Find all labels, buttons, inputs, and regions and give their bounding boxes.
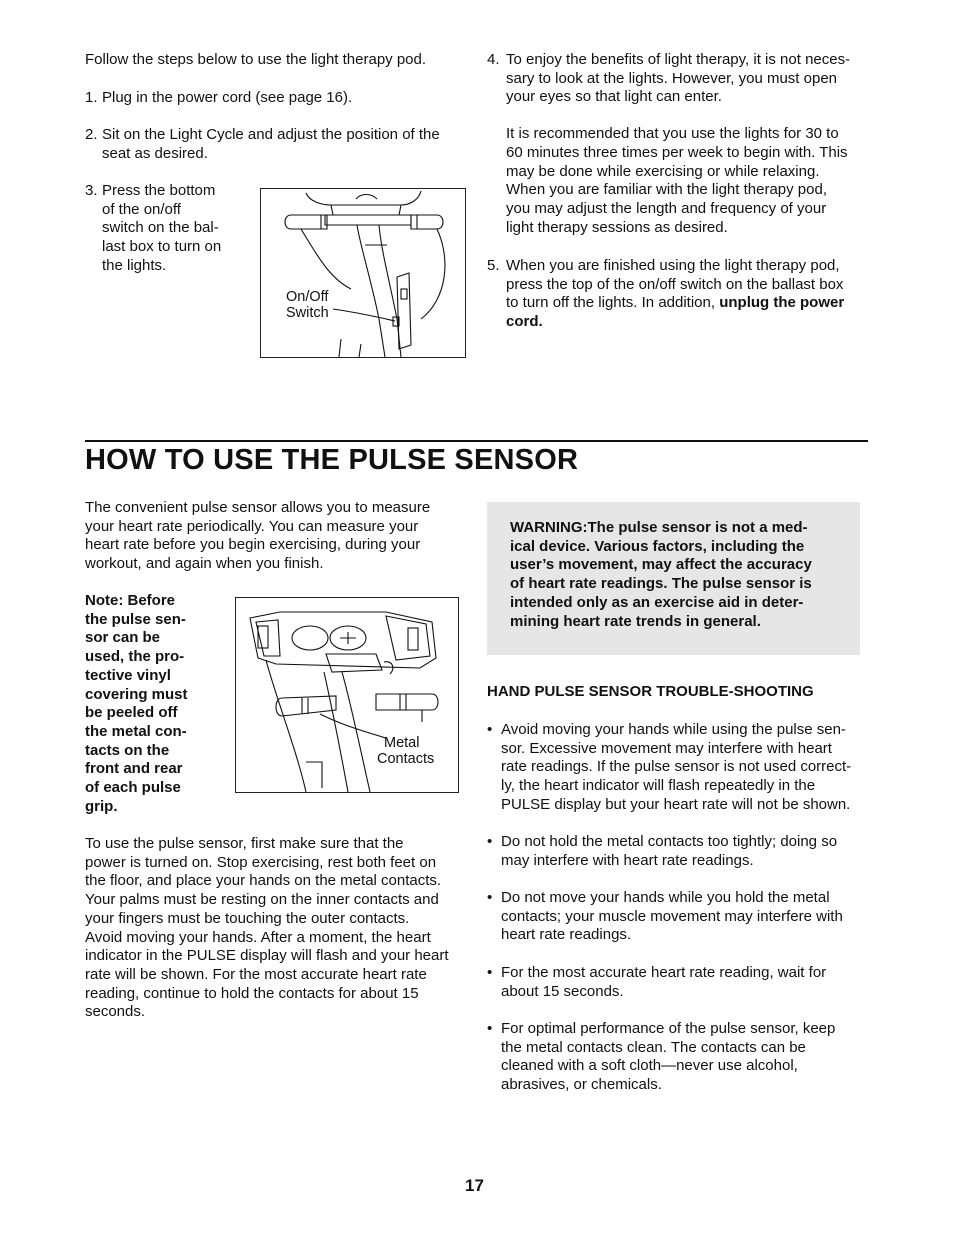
text-line: power is turned on. Stop exercising, rest both feet on <box>85 853 437 871</box>
text-line: ly, the heart indicator will flash repeatedly in the <box>501 777 816 795</box>
text-line: may be done while exercising or while relaxing. <box>506 162 820 180</box>
label-line: Metal <box>384 735 420 751</box>
bullet-dot: • <box>487 833 493 850</box>
text-line: mining heart rate trends in general. <box>510 612 761 630</box>
label-line: On/Off <box>286 289 329 305</box>
text-line: switch on the bal- <box>102 219 219 237</box>
text-line: the floor, and place your hands on the metal contacts. <box>85 872 442 890</box>
label-line: Switch <box>286 305 329 321</box>
text-line: Press the bottom <box>102 182 216 199</box>
text-line: your eyes so that light can enter. <box>506 88 722 106</box>
warning-box <box>487 502 860 655</box>
text-line: To use the pulse sensor, first make sure that the <box>85 835 404 852</box>
text-line: For the most accurate heart rate reading, wait for <box>501 964 827 981</box>
text-line: press the top of the on/off switch on the ballast box <box>506 275 844 293</box>
text-line: Avoid moving your hands while using the pulse sen- <box>501 721 846 738</box>
step-3 <box>85 182 245 276</box>
text-line: of the on/off <box>102 200 181 218</box>
pulse-usage <box>85 835 480 1022</box>
text-line: Do not hold the metal contacts too tightly; doing so <box>501 833 838 850</box>
text-line: your fingers must be touching the outer contacts. <box>85 909 410 927</box>
unplug-emphasis-end: cord. <box>506 313 543 331</box>
text-line: covering must <box>85 685 188 703</box>
step-2 <box>85 126 465 163</box>
text-line: light therapy sessions as desired. <box>506 218 728 236</box>
text-line: Sit on the Light Cycle and adjust the position of the <box>102 126 440 143</box>
text-line: of heart rate readings. The pulse sensor is <box>510 575 812 593</box>
text-line: rate readings. If the pulse sensor is not used correct- <box>501 758 852 776</box>
troubleshooting-heading: HAND PULSE SENSOR TROUBLE-SHOOTING <box>487 683 814 700</box>
step-number: 1. <box>85 89 98 106</box>
text-line: the pulse sen- <box>85 610 186 628</box>
text-line: front and rear <box>85 760 183 778</box>
text-line: sary to look at the lights. However, you must open <box>506 69 838 87</box>
bullet-dot: • <box>487 964 493 981</box>
bullet-dot: • <box>487 721 493 738</box>
text-line: tacts on the <box>85 741 170 759</box>
text-line: The convenient pulse sensor allows you to measure <box>85 499 431 516</box>
vinyl-note <box>85 592 225 816</box>
text-line: used, the pro- <box>85 648 185 666</box>
text-line: When you are familiar with the light therapy pod, <box>506 181 827 199</box>
text-line: sor. Excessive movement may interfere with heart <box>501 739 832 757</box>
troubleshooting-bullet <box>487 721 872 815</box>
on-off-switch-label <box>286 289 329 321</box>
text-line: cleaned with a soft cloth—never use alcohol, <box>501 1057 798 1075</box>
warning-text <box>510 519 840 631</box>
step-1 <box>85 89 465 108</box>
text-line: When you are finished using the light therapy pod, <box>506 257 840 274</box>
text-line: PULSE display but your heart rate will not be shown. <box>501 795 851 813</box>
text-line: tective vinyl <box>85 666 171 684</box>
text-line: For optimal performance of the pulse sensor, keep <box>501 1020 836 1037</box>
step-number: 4. <box>487 51 500 68</box>
text-line: of each pulse <box>85 779 181 797</box>
text-line: intended only as an exercise aid in deter- <box>510 593 804 611</box>
text-line: contacts; your muscle movement may interfere with <box>501 907 843 925</box>
text-line: the metal con- <box>85 722 187 740</box>
text-line: to turn off the lights. In addition, <box>506 294 720 312</box>
text-line: 60 minutes three times per week to begin with. This <box>506 143 848 161</box>
text-line: about 15 seconds. <box>501 982 624 1000</box>
text-line: grip. <box>85 797 118 815</box>
text-line: Your palms must be resting on the inner contacts and <box>85 891 439 909</box>
bullet-dot: • <box>487 889 493 906</box>
text-line: sor can be <box>85 629 161 647</box>
label-line: Contacts <box>377 751 435 767</box>
unplug-emphasis: unplug the power <box>719 294 845 312</box>
section-divider <box>85 440 868 442</box>
text-line: heart rate readings. <box>501 926 632 944</box>
text-line: ical device. Various factors, including the <box>510 537 805 555</box>
bullet-dot: • <box>487 1020 493 1037</box>
text-line: To enjoy the benefits of light therapy, it is not neces- <box>506 51 851 68</box>
troubleshooting-bullet <box>487 833 872 870</box>
step-5 <box>487 257 877 332</box>
text-line: user’s movement, may affect the accuracy <box>510 556 812 574</box>
text-line: indicator in the PULSE display will flash and your heart <box>85 947 449 965</box>
text-line: WARNING:The pulse sensor is not a med- <box>510 519 808 536</box>
text-line: your heart rate periodically. You can measure your <box>85 517 419 535</box>
text-line: heart rate before you begin exercising, during your <box>85 536 421 554</box>
text-line: Note: Before <box>85 592 176 609</box>
text-line: may interfere with heart rate readings. <box>501 851 754 869</box>
text-line: the metal contacts clean. The contacts can be <box>501 1038 806 1056</box>
troubleshooting-bullet <box>487 889 872 945</box>
step-number: 3. <box>85 182 98 199</box>
light-pod-intro: Follow the steps below to use the light therapy pod. <box>85 51 427 68</box>
step-number: 2. <box>85 126 98 143</box>
text-line: abrasives, or chemicals. <box>501 1076 662 1094</box>
step-number: 5. <box>487 257 500 274</box>
step-4 <box>487 51 877 237</box>
troubleshooting-bullet <box>487 1020 872 1095</box>
page-number: 17 <box>465 1176 484 1195</box>
metal-contacts-figure <box>235 597 459 793</box>
text-line: you may adjust the length and frequency of your <box>506 199 827 217</box>
on-off-switch-figure <box>260 188 466 358</box>
text-line: workout, and again when you finish. <box>85 555 324 573</box>
text-line: It is recommended that you use the lights for 30 to <box>506 125 839 143</box>
bike-handlebar-illustration <box>261 189 465 357</box>
pulse-intro <box>85 499 475 574</box>
text-line: Do not move your hands while you hold the metal <box>501 889 830 906</box>
text-line: seconds. <box>85 1003 146 1021</box>
text-line: be peeled off <box>85 704 178 722</box>
text-line: the lights. <box>102 256 167 274</box>
step-text: Plug in the power cord (see page 16). <box>102 89 353 106</box>
text-line: rate will be shown. For the most accurate heart rate <box>85 965 427 983</box>
text-line: Avoid moving your hands. After a moment, the heart <box>85 928 431 946</box>
section-heading: HOW TO USE THE PULSE SENSOR <box>85 444 579 476</box>
text-line: reading, continue to hold the contacts for about 15 <box>85 984 419 1002</box>
metal-contacts-label <box>377 735 441 767</box>
text-line: seat as desired. <box>102 144 208 162</box>
troubleshooting-bullet <box>487 964 872 1001</box>
text-line: last box to turn on <box>102 238 222 256</box>
